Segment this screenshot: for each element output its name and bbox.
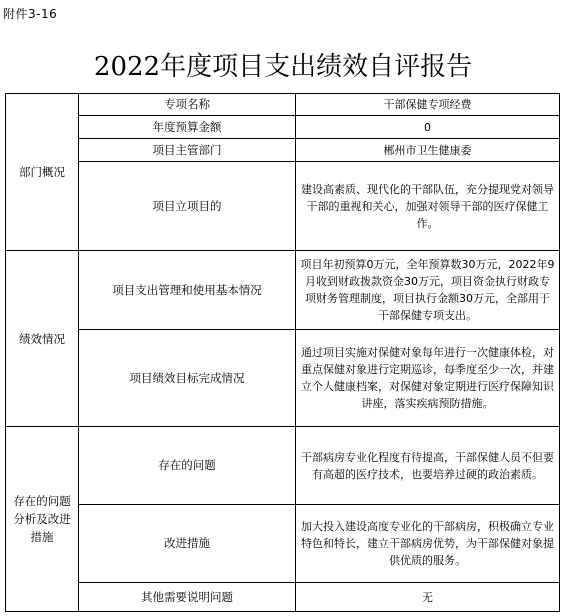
label-improvements: 改进措施 — [79, 505, 296, 583]
table-row — [6, 162, 560, 251]
label-purpose: 项目立项目的 — [79, 162, 296, 251]
value-project-name: 干部保健专项经费 — [296, 94, 560, 116]
table-row — [6, 583, 560, 612]
value-annual-budget: 0 — [296, 116, 560, 139]
value-competent-dept: 郴州市卫生健康委 — [296, 139, 560, 162]
label-other: 其他需要说明问题 — [79, 583, 296, 612]
value-expense-mgmt: 项目年初预算0万元，全年预算数30万元，2022年9月收到财政拨款资金30万元，项目资金执行财政专项财务管理制度，项目执行金额30万元，全部用于干部保健专项支出。 — [296, 251, 560, 330]
table-row — [6, 94, 560, 116]
table-row — [6, 505, 560, 583]
value-purpose: 建设高素质、现代化的干部队伍，充分提现党对领导干部的重视和关心，加强对领导干部的医疗保健工作。 — [296, 162, 560, 251]
value-other: 无 — [296, 583, 560, 612]
table-row — [6, 116, 560, 139]
section-performance: 绩效情况 — [6, 251, 79, 427]
label-goal-completion: 项目绩效目标完成情况 — [79, 330, 296, 427]
value-issues: 干部病房专业化程度有待提高，干部保健人员不但要有高超的医疗技术，也要培养过硬的政治素质。 — [296, 427, 560, 505]
label-issues: 存在的问题 — [79, 427, 296, 505]
report-table — [5, 93, 560, 612]
value-goal-completion: 通过项目实施对保健对象每年进行一次健康体检，对重点保健对象进行定期巡诊，每季度至少一次，并建立个人健康档案，对保健对象定期进行医疗保障知识讲座，落实疾病预防措施。 — [296, 330, 560, 427]
label-annual-budget: 年度预算金额 — [79, 116, 296, 139]
table-row — [6, 330, 560, 427]
label-project-name: 专项名称 — [79, 94, 296, 116]
value-improvements: 加大投入建设高度专业化的干部病房，积极确立专业特色和特长，建立干部病房优势，为干部保健对象提供优质的服务。 — [296, 505, 560, 583]
label-expense-mgmt: 项目支出管理和使用基本情况 — [79, 251, 296, 330]
section-problems: 存在的问题分析及改进措施 — [6, 427, 79, 612]
table-row — [6, 139, 560, 162]
label-competent-dept: 项目主管部门 — [79, 139, 296, 162]
table-row — [6, 427, 560, 505]
section-dept-overview: 部门概况 — [6, 94, 79, 251]
report-title: 2022年度项目支出绩效自评报告 — [93, 52, 473, 82]
table-row — [6, 251, 560, 330]
attachment-label: 附件3-16 — [3, 7, 58, 21]
